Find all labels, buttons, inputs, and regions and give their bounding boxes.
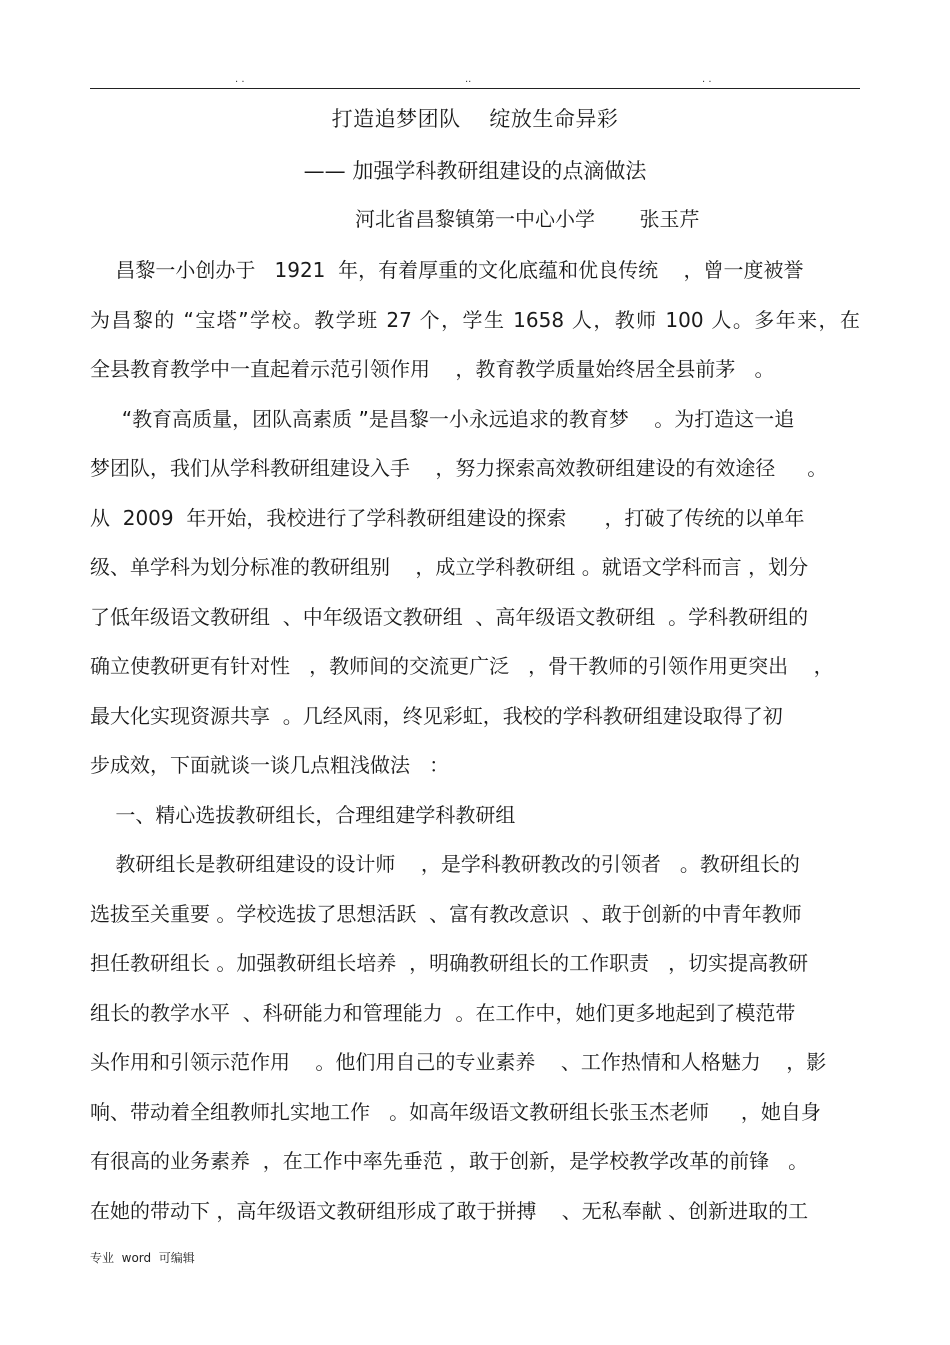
- body-text: [90, 246, 860, 1236]
- text-line: 了低年级语文教研组 、中年级语文教研组 、高年级语文教研组 。学科教研组的: [90, 604, 809, 629]
- page-footer: 专业 word 可编辑: [90, 1251, 195, 1265]
- text-line: 步成效，下面就谈一谈几点粗浅做法 ：: [90, 753, 450, 777]
- text-line: 最大化实现资源共享 。几经风雨，终见彩虹，我校的学科教研组建设取得了初: [90, 703, 783, 728]
- text-line: 为昌黎的 “宝塔”学校。教学班 27 个，学生 1658 人，教师 100 人。多年来，在: [90, 307, 860, 332]
- header-mark-right: . .: [702, 74, 712, 85]
- text-line: 教研组长是教研组建设的设计师 ，是学科教研教改的引领者 。教研组长的: [90, 852, 800, 876]
- text-line: 确立使教研更有针对性 ，教师间的交流更广泛 ，骨干教师的引领作用更突出 ，: [90, 654, 834, 678]
- header-mark-left: . .: [235, 74, 245, 85]
- text-line: 担任教研组长 。加强教研组长培养 ，明确教研组长的工作职责 ，切实提高教研: [90, 951, 809, 975]
- text-line: 昌黎一小创办于 1921 年，有着厚重的文化底蕴和优良传统 ，曾一度被誉: [90, 258, 804, 282]
- text-line: 有很高的业务素养 ，在工作中率先垂范 ，敢于创新，是学校教学改革的前锋 。: [90, 1149, 809, 1173]
- header-marks: [90, 74, 860, 86]
- text-line: 梦团队，我们从学科教研组建设入手 ，努力探索高效教研组建设的有效途径 。: [90, 456, 828, 480]
- text-line: 全县教育教学中一直起着示范引领作用 ，教育教学质量始终居全县前茅 。: [90, 357, 775, 381]
- text-line: 头作用和引领示范作用 。他们用自己的专业素养 、工作热情和人格魅力 ，影: [90, 1050, 827, 1074]
- text-line: 组长的教学水平 、科研能力和管理能力 。在工作中，她们更多地起到了模范带: [90, 1000, 796, 1025]
- header-mark-center: ..: [465, 74, 472, 85]
- document-subtitle: —— 加强学科教研组建设的点滴做法: [303, 159, 647, 183]
- document-title: 打造追梦团队 绽放生命异彩: [331, 107, 619, 131]
- text-line: 在她的带动下 ，高年级语文教研组形成了敢于拼搏 、无私奉献 、创新进取的工: [90, 1198, 809, 1223]
- text-line: 响、带动着全组教师扎实地工作 。如高年级语文教研组长张玉杰老师 ，她自身: [90, 1099, 821, 1124]
- text-line: 选拔至关重要 。学校选拔了思想活跃 、富有教改意识 、敢于创新的中青年教师: [90, 901, 802, 926]
- text-line: 从 2009 年开始，我校进行了学科教研组建设的探索 ，打破了传统的以单年: [90, 505, 805, 530]
- text-line: “教育高质量，团队高素质 ”是昌黎一小永远追求的教育梦 。为打造这一追: [90, 406, 795, 431]
- author-line: 河北省昌黎镇第一中心小学 张玉芹: [355, 207, 700, 231]
- header-rule: [90, 88, 860, 89]
- text-line: 级、单学科为划分标准的教研组别 ，成立学科教研组 。就语文学科而言 ，划分: [90, 555, 809, 579]
- text-line: 一、精心选拔教研组长，合理组建学科教研组: [90, 802, 516, 827]
